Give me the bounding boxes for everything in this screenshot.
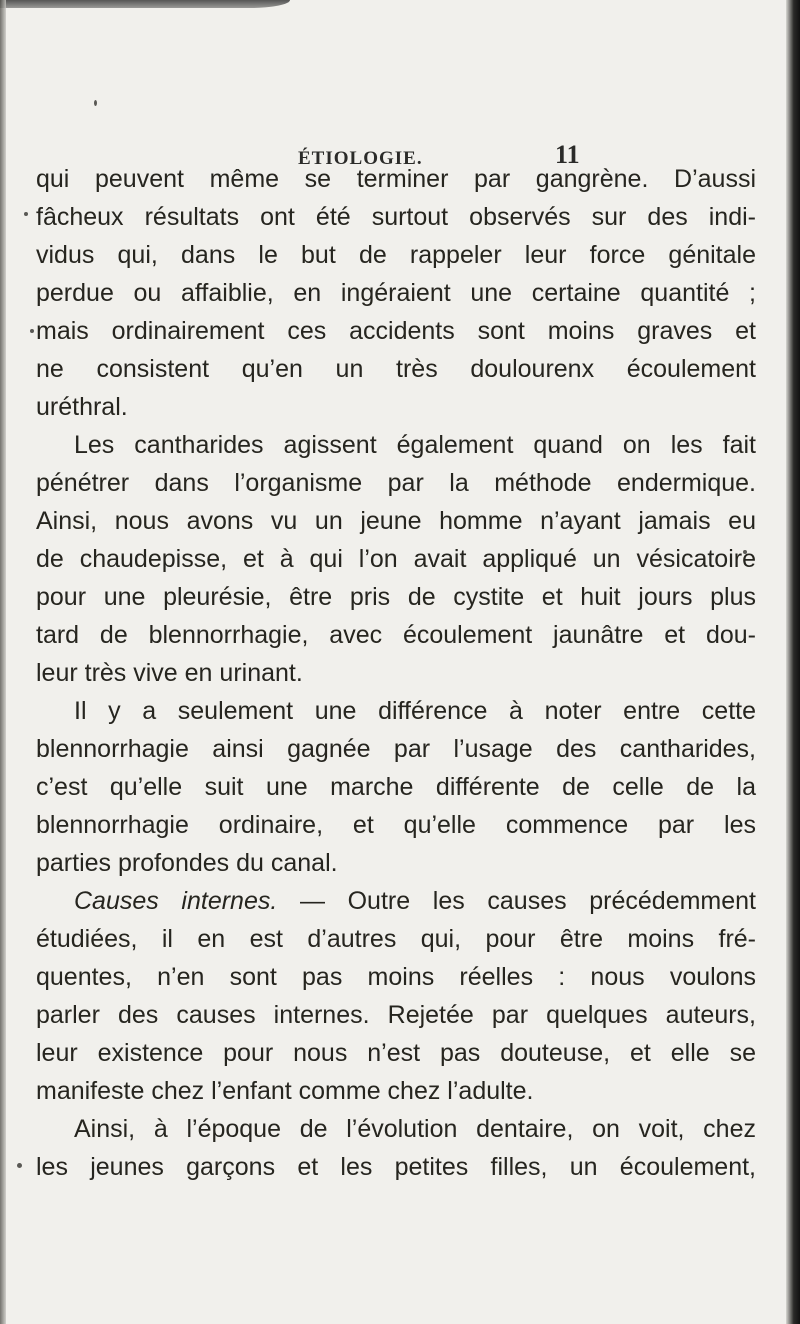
stray-mark — [94, 100, 97, 106]
text-line: parties profondes du canal. — [36, 849, 338, 877]
text-line — [36, 882, 756, 920]
page-number: 11 — [555, 140, 580, 169]
text-line: les jeunes garçons et les petites filles, un écoulement, — [36, 1153, 756, 1181]
text-line: pour une pleurésie, être pris de cystite et huit jours plus — [36, 583, 756, 611]
text-line: étudiées, il en est d’autres qui, pour être moins fré- — [36, 925, 756, 953]
stray-mark — [24, 212, 28, 216]
text-line: Les cantharides agissent également quand on les fait — [74, 431, 756, 459]
text-line: fâcheux résultats ont été surtout observés sur des indi- — [36, 203, 756, 231]
page-top-edge-shadow — [0, 0, 290, 8]
text-line: leur existence pour nous n’est pas douteuse, et elle se — [36, 1039, 756, 1067]
stray-mark — [17, 1163, 22, 1168]
body-text — [36, 160, 756, 1186]
text-line: pénétrer dans l’organisme par la méthode endermique. — [36, 469, 756, 497]
text-line: c’est qu’elle suit une marche différente de celle de la — [36, 773, 756, 801]
text-line: Ainsi, nous avons vu un jeune homme n’ayant jamais eu — [36, 507, 756, 535]
stray-mark — [30, 329, 34, 333]
text-line: blennorrhagie ordinaire, et qu’elle commence par les — [36, 811, 756, 839]
text-line-rest: — Outre les causes précédemment — [277, 887, 756, 915]
text-line: mais ordinairement ces accidents sont moins graves et — [36, 317, 756, 345]
text-line: Ainsi, à l’époque de l’évolution dentaire, on voit, chez — [74, 1115, 756, 1143]
text-line: parler des causes internes. Rejetée par quelques auteurs, — [36, 1001, 756, 1029]
text-line: ne consistent qu’en un très doulourenx écoulement — [36, 355, 756, 383]
text-line: vidus qui, dans le but de rappeler leur force génitale — [36, 241, 756, 269]
text-line: Il y a seulement une différence à noter entre cette — [74, 697, 756, 725]
text-line: qui peuvent même se terminer par gangrène. D’aussi — [36, 165, 756, 193]
page-left-edge-shadow — [0, 0, 6, 1324]
text-line: leur très vive en urinant. — [36, 659, 303, 687]
text-line: manifeste chez l’enfant comme chez l’adulte. — [36, 1077, 534, 1105]
text-line: blennorrhagie ainsi gagnée par l’usage des cantharides, — [36, 735, 756, 763]
text-line: tard de blennorrhagie, avec écoulement jaunâtre et dou- — [36, 621, 756, 649]
text-line: quentes, n’en sont pas moins réelles : nous voulons — [36, 963, 756, 991]
text-line: de chaudepisse, et à qui l’on avait appliqué un vésicatoire — [36, 545, 756, 573]
text-line: uréthral. — [36, 393, 128, 421]
section-heading-italic: Causes internes. — [74, 887, 278, 915]
text-line: perdue ou affaiblie, en ingéraient une certaine quantité ; — [36, 279, 756, 307]
running-head: ÉTIOLOGIE. — [298, 148, 423, 169]
page-right-edge-shadow — [786, 0, 800, 1324]
